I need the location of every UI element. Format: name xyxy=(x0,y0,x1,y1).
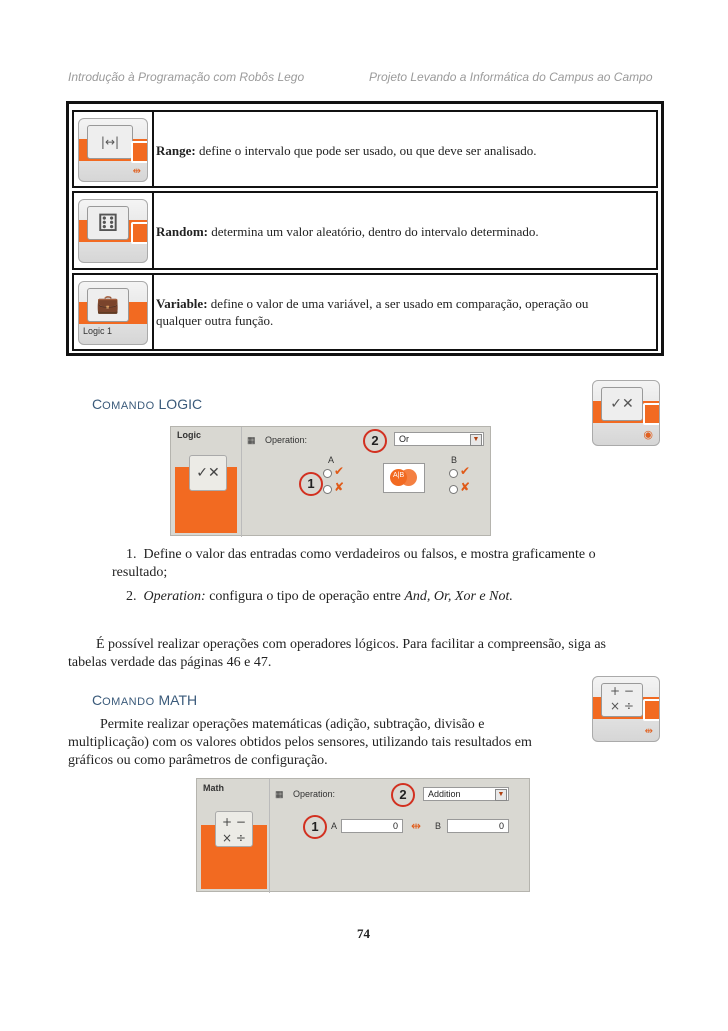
logic-list-item-1: 1. Define o valor das entradas como verdadeiros ou falsos, e mostra graficamente o xyxy=(126,547,596,562)
logic-list-item-1-cont: resultado; xyxy=(112,565,168,580)
operation-select[interactable]: Addition ▼ xyxy=(423,787,509,801)
block-row-variable xyxy=(72,273,658,351)
range-icon: |↔| ⇹ xyxy=(78,118,148,182)
block-range-name: Range: xyxy=(156,143,196,158)
input-a[interactable]: 0 xyxy=(341,819,403,833)
radio-b-false[interactable] xyxy=(449,485,458,494)
logic-section-title: COMANDO LOGIC xyxy=(92,396,203,412)
block-variable-text xyxy=(156,295,652,329)
check-icon: ✔ xyxy=(460,464,471,478)
header-right: Projeto Levando a Informática do Campus ao Campo xyxy=(369,70,653,84)
logic-paragraph-line2: tabelas verdade das páginas 46 e 47. xyxy=(68,655,272,670)
radio-b-true[interactable] xyxy=(449,469,458,478)
block-range-desc: define o intervalo que pode ser usado, ou que deve ser analisado. xyxy=(198,143,537,158)
page-number: 74 xyxy=(357,926,370,941)
marker-1: 1 xyxy=(299,472,323,496)
cross-icon: ✘ xyxy=(334,480,345,494)
math-paragraph-line3: gráficos ou como parâmetros de configuração. xyxy=(68,753,328,768)
chevron-down-icon[interactable]: ▼ xyxy=(470,434,482,446)
icon-cell xyxy=(74,275,154,349)
logic-symbol-icon: ✓✕ xyxy=(189,455,227,491)
operation-select[interactable]: Or ▼ xyxy=(394,432,484,446)
operation-label: Operation: xyxy=(293,789,336,799)
variable-label: Logic 1 xyxy=(83,326,113,336)
check-icon: ✔ xyxy=(334,464,345,478)
logic-block-icon: ✓✕ ◉ xyxy=(592,380,660,446)
calculator-icon: ▦ xyxy=(275,789,284,799)
icon-cell xyxy=(74,112,154,186)
block-variable-desc2: qualquer outra função. xyxy=(156,313,274,328)
dice-icon: ⚅ xyxy=(78,199,148,263)
input-b[interactable]: 0 xyxy=(447,819,509,833)
block-row-random xyxy=(72,191,658,270)
block-variable-name: Variable: xyxy=(156,296,208,311)
block-range-text xyxy=(156,142,652,159)
math-paragraph-line2: multiplicação) com os valores obtidos pelos sensores, utilizando tais resultados em xyxy=(68,735,532,750)
range-mini-icon: ⇹ xyxy=(132,166,141,177)
marker-2: 2 xyxy=(391,783,415,807)
math-block-icon: + − × ÷ ⇹ xyxy=(592,676,660,742)
block-random-text xyxy=(156,223,652,240)
venn-diagram: A|B xyxy=(383,463,425,493)
icon-cell xyxy=(74,193,154,268)
math-paragraph-line1: Permite realizar operações matemáticas (adição, subtração, divisão e xyxy=(100,717,485,732)
math-panel-title: Math xyxy=(203,783,224,793)
chevron-down-icon[interactable]: ▼ xyxy=(495,789,507,801)
briefcase-icon: 💼 Logic 1 xyxy=(78,281,148,345)
logic-paragraph-line1: É possível realizar operações com operadores lógicos. Para facilitar a compreensão, siga as xyxy=(96,637,607,652)
logic-list-item-2: 2. Operation: configura o tipo de operação entre And, Or, Xor e Not. xyxy=(126,589,513,604)
marker-1: 1 xyxy=(303,815,327,839)
cross-icon: ✘ xyxy=(460,480,471,494)
blocks-table xyxy=(66,101,664,356)
header-left: Introdução à Programação com Robôs Lego xyxy=(68,70,305,84)
block-row-range xyxy=(72,110,658,188)
radio-a-true[interactable] xyxy=(323,469,332,478)
radio-a-false[interactable] xyxy=(323,485,332,494)
math-panel: Math + − × ÷ ▦ Operation: 2 Addition ▼ 1 A 0 ⇹ B 0 xyxy=(196,778,530,892)
math-symbol-icon: + − × ÷ xyxy=(215,811,253,847)
block-variable-desc1: define o valor de uma variável, a ser usado em comparação, operação ou xyxy=(210,296,589,311)
calculator-icon: ▦ xyxy=(247,435,256,445)
logic-panel-title: Logic xyxy=(177,430,201,440)
operation-label: Operation: xyxy=(265,435,308,445)
marker-2: 2 xyxy=(363,429,387,453)
swap-icon[interactable]: ⇹ xyxy=(411,819,422,833)
math-section-title: COMANDO MATH xyxy=(92,692,198,708)
block-random-name: Random: xyxy=(156,224,209,239)
block-random-desc: determina um valor aleatório, dentro do intervalo determinado. xyxy=(211,224,539,239)
logic-panel: Logic ✓✕ ▦ Operation: 2 Or ▼ A 1 ✔ ✘ A|B B ✔ ✘ xyxy=(170,426,491,536)
